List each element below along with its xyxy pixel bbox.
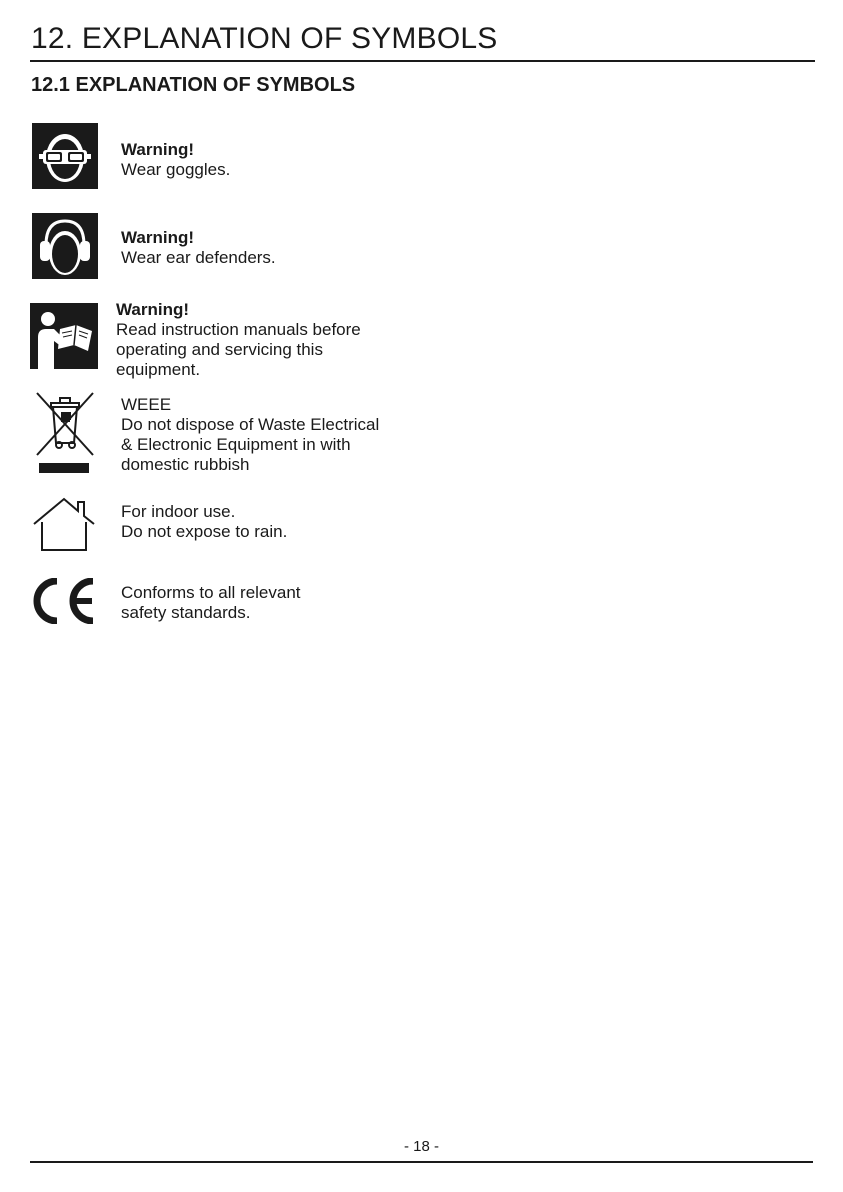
symbol-description: Do not expose to rain. xyxy=(121,522,288,541)
symbol-description: Conforms to all relevant xyxy=(121,583,301,602)
symbol-heading: Warning! xyxy=(121,140,195,159)
symbol-heading: Warning! xyxy=(121,228,195,247)
symbol-description: Read instruction manuals before xyxy=(116,320,361,339)
symbol-description: Wear ear defenders. xyxy=(121,248,276,267)
page-title: 12. EXPLANATION OF SYMBOLS xyxy=(31,22,498,55)
symbol-description: equipment. xyxy=(116,360,201,379)
symbol-description: domestic rubbish xyxy=(121,455,250,474)
symbol-description: safety standards. xyxy=(121,603,251,622)
weee-bin-icon xyxy=(34,391,96,477)
symbol-description: Wear goggles. xyxy=(121,160,231,179)
symbol-description: For indoor use. xyxy=(121,502,236,521)
goggles-icon xyxy=(32,123,98,189)
symbol-description: operating and servicing this xyxy=(116,340,323,359)
page-number: - 18 - xyxy=(403,1138,439,1155)
section-title: 12.1 EXPLANATION OF SYMBOLS xyxy=(31,74,356,96)
ear-defenders-icon xyxy=(32,213,98,279)
ce-mark-icon xyxy=(30,578,98,624)
symbol-description: Do not dispose of Waste Electrical xyxy=(121,415,380,434)
house-icon xyxy=(32,496,96,552)
symbol-heading: Warning! xyxy=(116,300,190,319)
read-manual-icon xyxy=(30,303,98,369)
symbol-description: & Electronic Equipment in with xyxy=(121,435,351,454)
symbol-description: WEEE xyxy=(121,395,172,414)
footer-rule xyxy=(30,1161,813,1163)
title-rule xyxy=(30,60,815,62)
